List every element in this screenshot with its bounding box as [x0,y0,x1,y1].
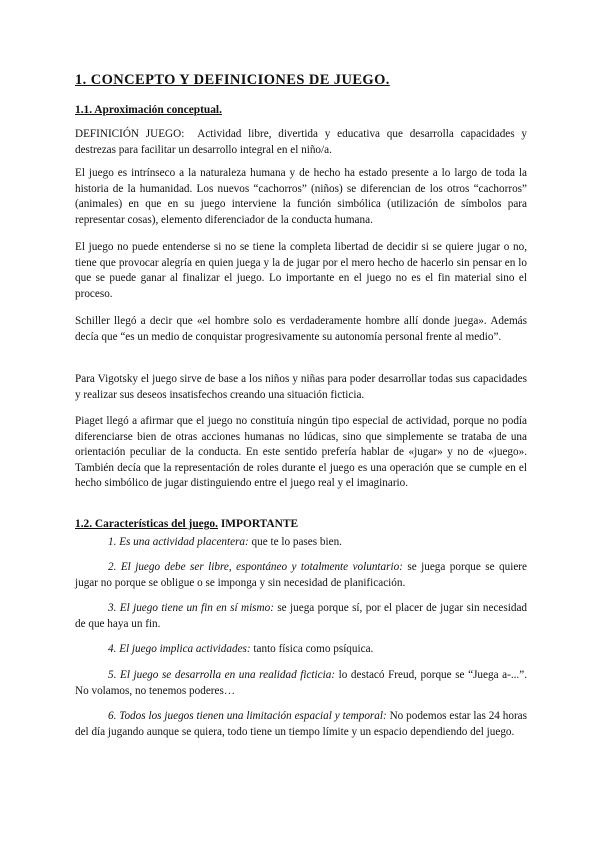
definition-paragraph [75,127,527,158]
paragraph-5: Piaget llegó a afirmar que el juego no constituía ningún tipo especial de actividad, porque no podía diferenciarse bien de otras acciones humanas no lúdicas, sino que simplemente se trataba de una orientación peculiar de la conducta. En este sentido prefería hablar de «jugar» y no de «juego». También decía que la representación de roles durante el juego es una operación que se cumple en el hecho simbólico de jugar distinguiendo entre el juego real y el imaginario. [75,415,527,489]
section-2-title-extra: IMPORTANTE [220,518,299,530]
paragraph-2: El juego no puede entenderse si no se tiene la completa libertad de decidir si se quiere jugar o no, tiene que provocar alegría en quien juega y la de jugar por el mero hecho de hacerlo sin pensar en lo que se puede ganar al finalizar el juego. Lo importante en el juego no es el fin material sino el proceso. [75,241,527,300]
main-heading: 1. CONCEPTO Y DEFINICIONES DE JUEGO. [75,72,390,88]
list-item-label: 3. El juego tiene un fin en sí mismo: [108,602,274,614]
list-item-label: 6. Todos los juegos tienen una limitación espacial y temporal: [108,710,387,722]
list-item [75,668,527,699]
list-item-text: se juega porque sí, por el placer de jugar sin necesidad de que haya un fin. [75,602,528,630]
list-item [75,642,527,658]
section-2-title [75,518,298,530]
section-1-title-text: 1.1. Aproximación conceptual. [75,104,222,116]
list-item-label: 1. Es una actividad placentera: [108,536,249,548]
paragraph-3: Schiller llegó a decir que «el hombre solo es verdaderamente hombre allí donde juega». Además decía que “es un medio de conquistar progresivamente su autonomía personal frente al medio”. [75,315,527,343]
paragraph-1: El juego es intrínseco a la naturaleza humana y de hecho ha estado presente a lo largo de toda la historia de la humanidad. Los nuevos “cachorros” (niños) se diferencian de los otros “cachorros” (animales) en que en su juego interviene la función simbólica (utilización de símbolos para representar cosas), elemento diferenciador de la conducta humana. [75,167,527,226]
list-item [75,535,527,551]
section-1-title [75,104,222,116]
list-item-label: 4. El juego implica actividades: [108,643,251,655]
section-2-title-text: 1.2. Características del juego. [75,518,218,530]
list-item-text: se juega porque se quiere jugar no porque se obligue o se imponga y sin necesidad de planificación. [75,561,527,589]
paragraph-4: Para Vigotsky el juego sirve de base a los niños y niñas para poder desarrollar todas sus capacidades y realizar sus deseos insatisfechos creando una situación ficticia. [75,373,527,401]
list-item-text: que te lo pases bien. [251,536,342,548]
list-item [75,709,527,740]
definition-text: Actividad libre, divertida y educativa que desarrolla capacidades y destrezas para facilitar un desarrollo integral en el niño/a. [75,128,527,156]
definition-label: DEFINICIÓN JUEGO: [75,128,185,140]
list-item [75,560,527,591]
list-item-label: 2. El juego debe ser libre, espontáneo y totalmente voluntario: [108,561,403,573]
list-item-text: No podemos estar las 24 horas del día jugando aunque se quiera, todo tiene un tiempo límite y un espacio dependiendo del juego. [75,710,527,738]
list-item-text: tanto física como psíquica. [253,643,374,655]
list-item-label: 5. El juego se desarrolla en una realidad ficticia: [108,669,336,681]
list-item-text: lo destacó Freud, porque se “Juega a-...”. No volamos, no tenemos poderes… [75,669,527,697]
list-item [75,601,527,632]
